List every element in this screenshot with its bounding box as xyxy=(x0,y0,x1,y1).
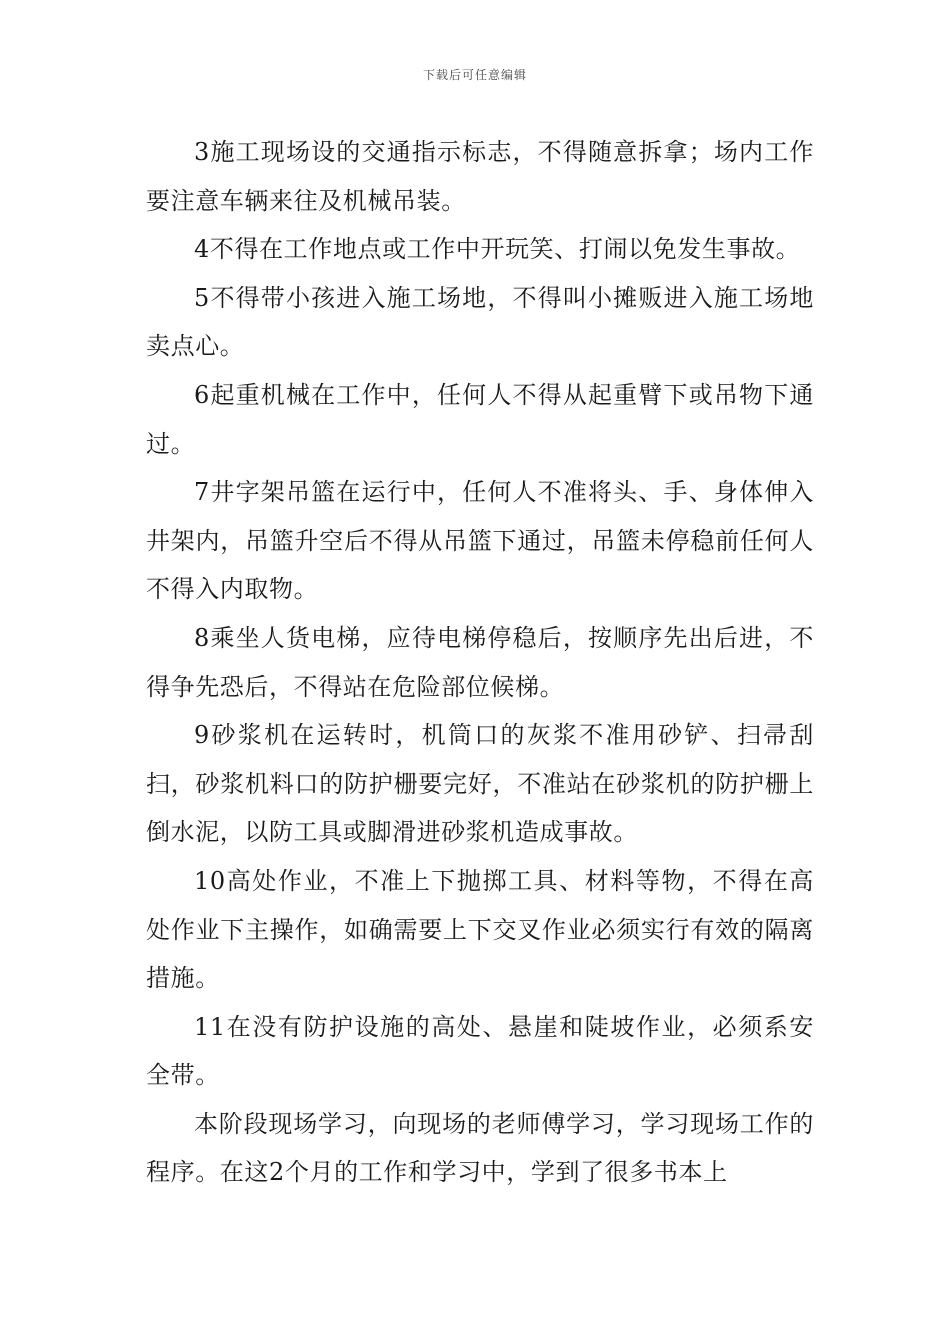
paragraph-rule-7: 7井字架吊篮在运行中，任何人不准将头、手、身体伸入井架内，吊篮升空后不得从吊篮下通过，吊篮未停稳前任何人不得入内取物。 xyxy=(146,478,814,604)
paragraph-rule-9: 9砂浆机在运转时，机筒口的灰浆不准用砂铲、扫帚刮扫，砂浆机料口的防护栅要完好，不准站在砂浆机的防护栅上倒水泥，以防工具或脚滑进砂浆机造成事故。 xyxy=(146,721,814,847)
page-header: 下载后可任意编辑 xyxy=(422,68,527,82)
document-body xyxy=(146,128,814,1197)
paragraph-rule-6: 6起重机械在工作中，任何人不得从起重臂下或吊物下通过。 xyxy=(146,380,814,458)
paragraph-summary: 本阶段现场学习，向现场的老师傅学习，学习现场工作的程序。在这2个月的工作和学习中，学到了很多书本上 xyxy=(146,1109,814,1187)
paragraph-rule-4: 4不得在工作地点或工作中开玩笑、打闹以免发生事故。 xyxy=(194,235,801,264)
paragraph-rule-3: 3施工现场设的交通指示标志，不得随意拆拿；场内工作要注意车辆来往及机械吊装。 xyxy=(146,138,814,215)
paragraph-rule-5: 5不得带小孩进入施工场地，不得叫小摊贩进入施工场地卖点心。 xyxy=(146,283,814,361)
paragraph-rule-8: 8乘坐人货电梯，应待电梯停稳后，按顺序先出后进，不得争先恐后，不得站在危险部位候梯。 xyxy=(146,623,814,701)
paragraph-rule-10: 10高处作业，不准上下抛掷工具、材料等物，不得在高处作业下主操作，如确需要上下交叉作业必须实行有效的隔离措施。 xyxy=(146,866,814,993)
paragraph-rule-11: 11在没有防护设施的高处、悬崖和陡坡作业，必须系安全带。 xyxy=(146,1012,814,1090)
